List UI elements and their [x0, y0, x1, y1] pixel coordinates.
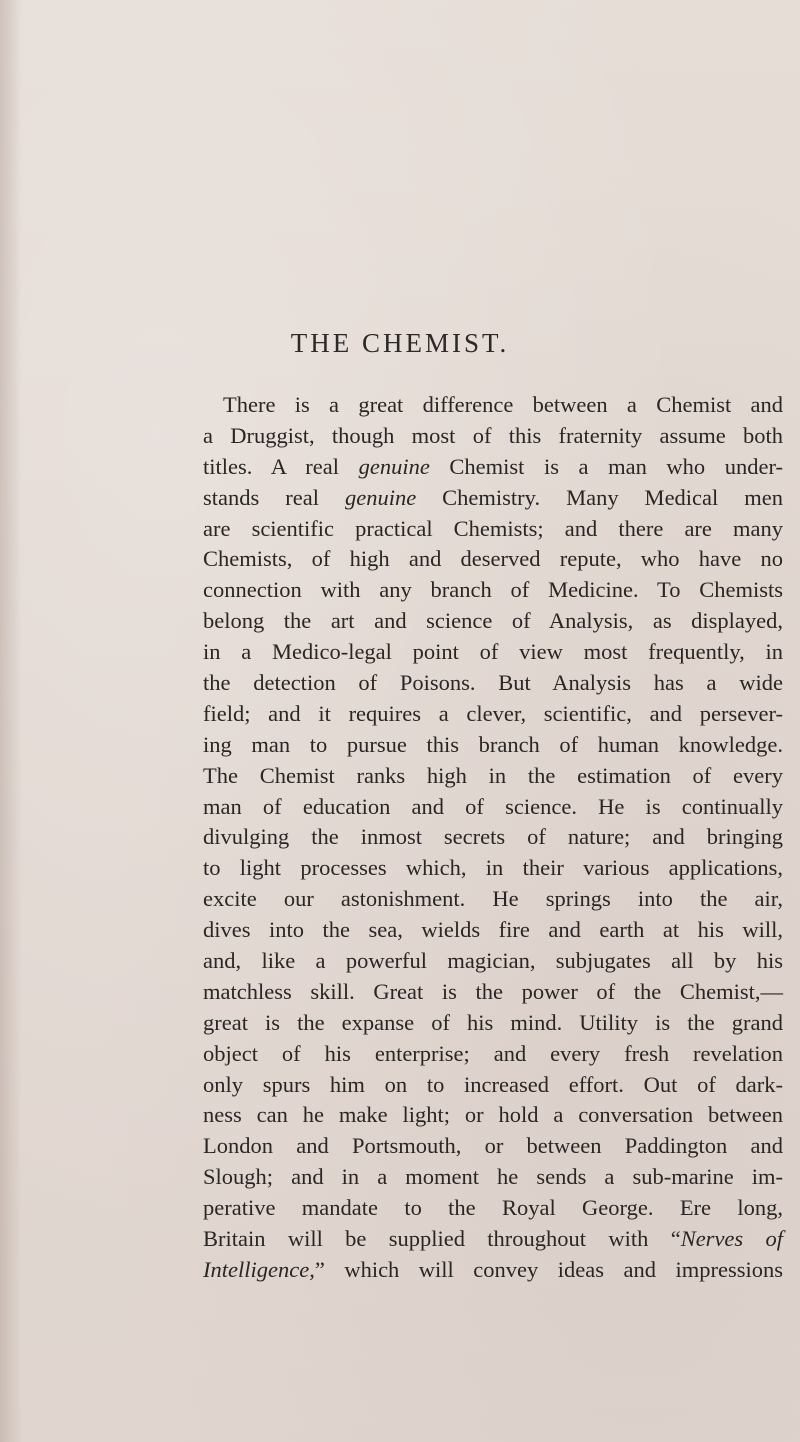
text-line: and, like a powerful magician, subjugates all by his	[203, 948, 783, 974]
text-line: field; and it requires a clever, scientific, and persever-	[203, 700, 783, 726]
text-line: Britain will be supplied throughout with “Nerves of	[203, 1226, 783, 1252]
page-edge-shadow	[0, 0, 22, 1442]
text-line: great is the expanse of his mind. Utility is the grand	[203, 1009, 783, 1035]
body-paragraph	[203, 390, 784, 1286]
text-line: perative mandate to the Royal George. Ere long,	[203, 1195, 783, 1221]
text-line: are scientific practical Chemists; and there are many	[203, 515, 783, 541]
italic-phrase: genuine	[344, 484, 417, 510]
page-title: THE CHEMIST.	[290, 328, 510, 358]
text-line: object of his enterprise; and every fresh revelation	[203, 1040, 783, 1066]
text-line: matchless skill. Great is the power of the Chemist,—	[203, 978, 783, 1004]
text-line: a Druggist, though most of this fraternity assume both	[203, 422, 783, 448]
text-line: connection with any branch of Medicine. To Chemists	[203, 577, 783, 603]
text-line: dives into the sea, wields fire and earth at his will,	[203, 917, 783, 943]
italic-phrase: Nerves of	[680, 1226, 783, 1252]
text-line: to light processes which, in their various applications,	[203, 855, 783, 881]
text-line: ness can he make light; or hold a conversation between	[203, 1102, 783, 1128]
text-line: The Chemist ranks high in the estimation of every	[203, 762, 783, 788]
text-line: excite our astonishment. He springs into the air,	[203, 886, 783, 912]
text-line: in a Medico-legal point of view most frequently, in	[203, 639, 783, 665]
italic-phrase: genuine	[358, 453, 430, 479]
text-line: stands real genuine Chemistry. Many Medical men	[203, 484, 784, 510]
text-line: divulging the inmost secrets of nature; and bringing	[203, 824, 783, 850]
text-line: titles. A real genuine Chemist is a man who under-	[203, 453, 783, 479]
text-line: man of education and of science. He is continually	[203, 793, 783, 819]
text-line: Intelligence,” which will convey ideas and impressions	[203, 1256, 783, 1282]
text-line: belong the art and science of Analysis, as displayed,	[203, 608, 783, 634]
text-line: London and Portsmouth, or between Paddington and	[203, 1133, 783, 1159]
text-line: Chemists, of high and deserved repute, who have no	[203, 546, 783, 572]
text-line: only spurs him on to increased effort. Out of dark-	[203, 1071, 783, 1097]
text-line: the detection of Poisons. But Analysis has a wide	[203, 670, 783, 696]
text-line: ing man to pursue this branch of human knowledge.	[203, 731, 783, 757]
text-line: There is a great difference between a Chemist and	[223, 392, 783, 417]
italic-phrase: Intelligence,	[203, 1256, 315, 1282]
text-line: Slough; and in a moment he sends a sub-marine im-	[203, 1164, 783, 1190]
